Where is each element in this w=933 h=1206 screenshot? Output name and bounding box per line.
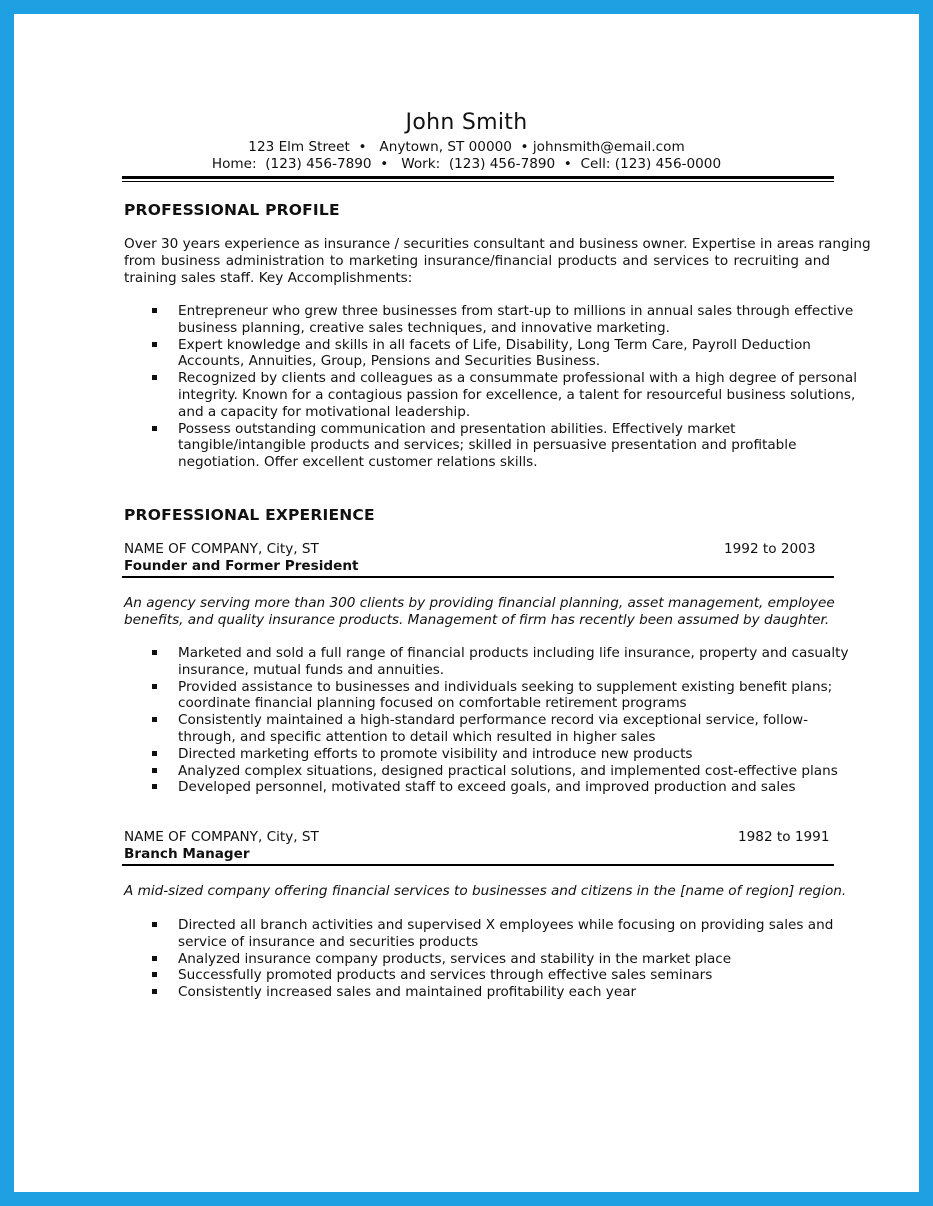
bullet-text: Expert knowledge and skills in all facets of Life, Disability, Long Term Care, Payroll Deduction	[178, 336, 811, 353]
summary-line: Over 30 years experience as insurance / securities consultant and business owner. Expertise in areas ranging	[124, 236, 871, 252]
job-description	[124, 883, 847, 900]
job-company: NAME OF COMPANY, City, ST	[124, 541, 319, 557]
bullet-marker	[152, 426, 157, 431]
bullet-marker	[152, 342, 157, 347]
bullet-text: Analyzed complex situations, designed practical solutions, and implemented cost-effective plans	[178, 762, 838, 779]
bullet-text: tangible/intangible products and services; skilled in persuasive presentation and profitable	[178, 437, 797, 454]
bullet-marker	[152, 784, 157, 789]
bullet-text: Recognized by clients and colleagues as a consummate professional with a high degree of personal	[178, 370, 857, 387]
bullet-marker	[152, 956, 157, 961]
bullet-text: Directed all branch activities and supervised X employees while focusing on providing sales and	[178, 917, 834, 933]
accomplishments-list	[124, 303, 857, 471]
header-divider	[122, 176, 834, 179]
job-dates: 1992 to 2003	[724, 541, 816, 557]
summary-line: from business administration to marketing insurance/financial products and services to recruiting and	[124, 252, 830, 269]
bullet-marker	[152, 717, 157, 722]
bullet-marker	[152, 650, 157, 655]
bullet-item	[124, 984, 834, 1001]
candidate-name: John Smith	[405, 110, 528, 135]
bullet-marker	[152, 751, 157, 756]
job-bullets	[124, 645, 849, 796]
bullet-item	[124, 421, 834, 471]
bullet-text: integrity. Known for a contagious passion for excellence, a talent for resourceful business solutions,	[178, 386, 856, 403]
bullet-text: Provided assistance to businesses and individuals seeking to supplement existing benefit plans;	[178, 678, 833, 695]
bullet-item	[124, 951, 834, 968]
header-divider-thin	[122, 181, 834, 182]
bullet-text: Accounts, Annuities, Group, Pensions and Securities Business.	[178, 353, 601, 370]
bullet-text: business planning, creative sales techniques, and innovative marketing.	[178, 319, 670, 336]
bullet-text: Directed marketing efforts to promote visibility and introduce new products	[178, 745, 693, 762]
description-line: benefits, and quality insurance products. Management of firm has recently been assumed by daughter.	[124, 611, 830, 628]
bullet-marker	[152, 375, 157, 380]
bullet-marker	[152, 922, 157, 927]
summary-line: training sales staff. Key Accomplishments:	[124, 269, 413, 286]
bullet-text: negotiation. Offer excellent customer relations skills.	[178, 454, 538, 471]
bullet-marker	[152, 308, 157, 313]
address-line: 123 Elm Street • Anytown, ST 00000 • johnsmith@email.com	[248, 139, 685, 155]
job-description	[124, 595, 834, 629]
bullet-text: insurance, mutual funds and annuities.	[178, 661, 445, 678]
bullet-item	[124, 779, 834, 796]
bullet-item	[124, 917, 834, 951]
profile-summary	[124, 236, 871, 286]
bullet-text: Analyzed insurance company products, services and stability in the market place	[178, 950, 732, 967]
bullet-item	[124, 337, 834, 371]
bullet-item	[124, 712, 834, 746]
experience-heading: PROFESSIONAL EXPERIENCE	[124, 506, 375, 524]
bullet-item	[124, 645, 849, 679]
phone-line: Home: (123) 456-7890 • Work: (123) 456-7890 • Cell: (123) 456-0000	[211, 156, 722, 172]
bullet-text: Consistently increased sales and maintained profitability each year	[178, 984, 637, 1001]
job-divider	[122, 576, 834, 578]
bullet-text: and a capacity for motivational leadership.	[178, 403, 471, 420]
job-title: Branch Manager	[124, 846, 250, 862]
bullet-text: Entrepreneur who grew three businesses from start-up to millions in annual sales through effective	[178, 303, 854, 319]
job-divider	[122, 864, 834, 866]
profile-heading: PROFESSIONAL PROFILE	[124, 201, 340, 219]
bullet-item	[124, 746, 834, 763]
bullet-item	[124, 303, 854, 337]
bullet-text: Consistently maintained a high-standard performance record via exceptional service, follow-	[178, 712, 809, 729]
bullet-text: Developed personnel, motivated staff to exceed goals, and improved production and sales	[178, 779, 796, 796]
bullet-marker	[152, 972, 157, 977]
job-bullets	[124, 917, 834, 1001]
bullet-text: Marketed and sold a full range of financial products including life insurance, property and casualty	[178, 645, 849, 661]
bullet-marker	[152, 989, 157, 994]
bullet-item	[124, 370, 857, 420]
job-company: NAME OF COMPANY, City, ST	[124, 829, 319, 845]
bullet-marker	[152, 768, 157, 773]
description-line: A mid-sized company offering financial services to businesses and citizens in the [name of region] region.	[124, 883, 847, 899]
bullet-item	[124, 679, 834, 713]
job-title: Founder and Former President	[124, 558, 359, 574]
description-line: An agency serving more than 300 clients by providing financial planning, asset management, employee	[124, 595, 835, 611]
bullet-item	[124, 762, 838, 780]
bullet-marker	[152, 684, 157, 689]
bullet-text: through, and specific attention to detail which resulted in higher sales	[178, 728, 656, 745]
bullet-text: service of insurance and securities products	[178, 933, 479, 950]
bullet-item	[124, 967, 834, 984]
bullet-text: Successfully promoted products and services through effective sales seminars	[178, 967, 713, 984]
job-dates: 1982 to 1991	[738, 829, 830, 845]
bullet-text: Possess outstanding communication and presentation abilities. Effectively market	[178, 420, 736, 437]
bullet-text: coordinate financial planning focused on comfortable retirement programs	[178, 695, 687, 712]
